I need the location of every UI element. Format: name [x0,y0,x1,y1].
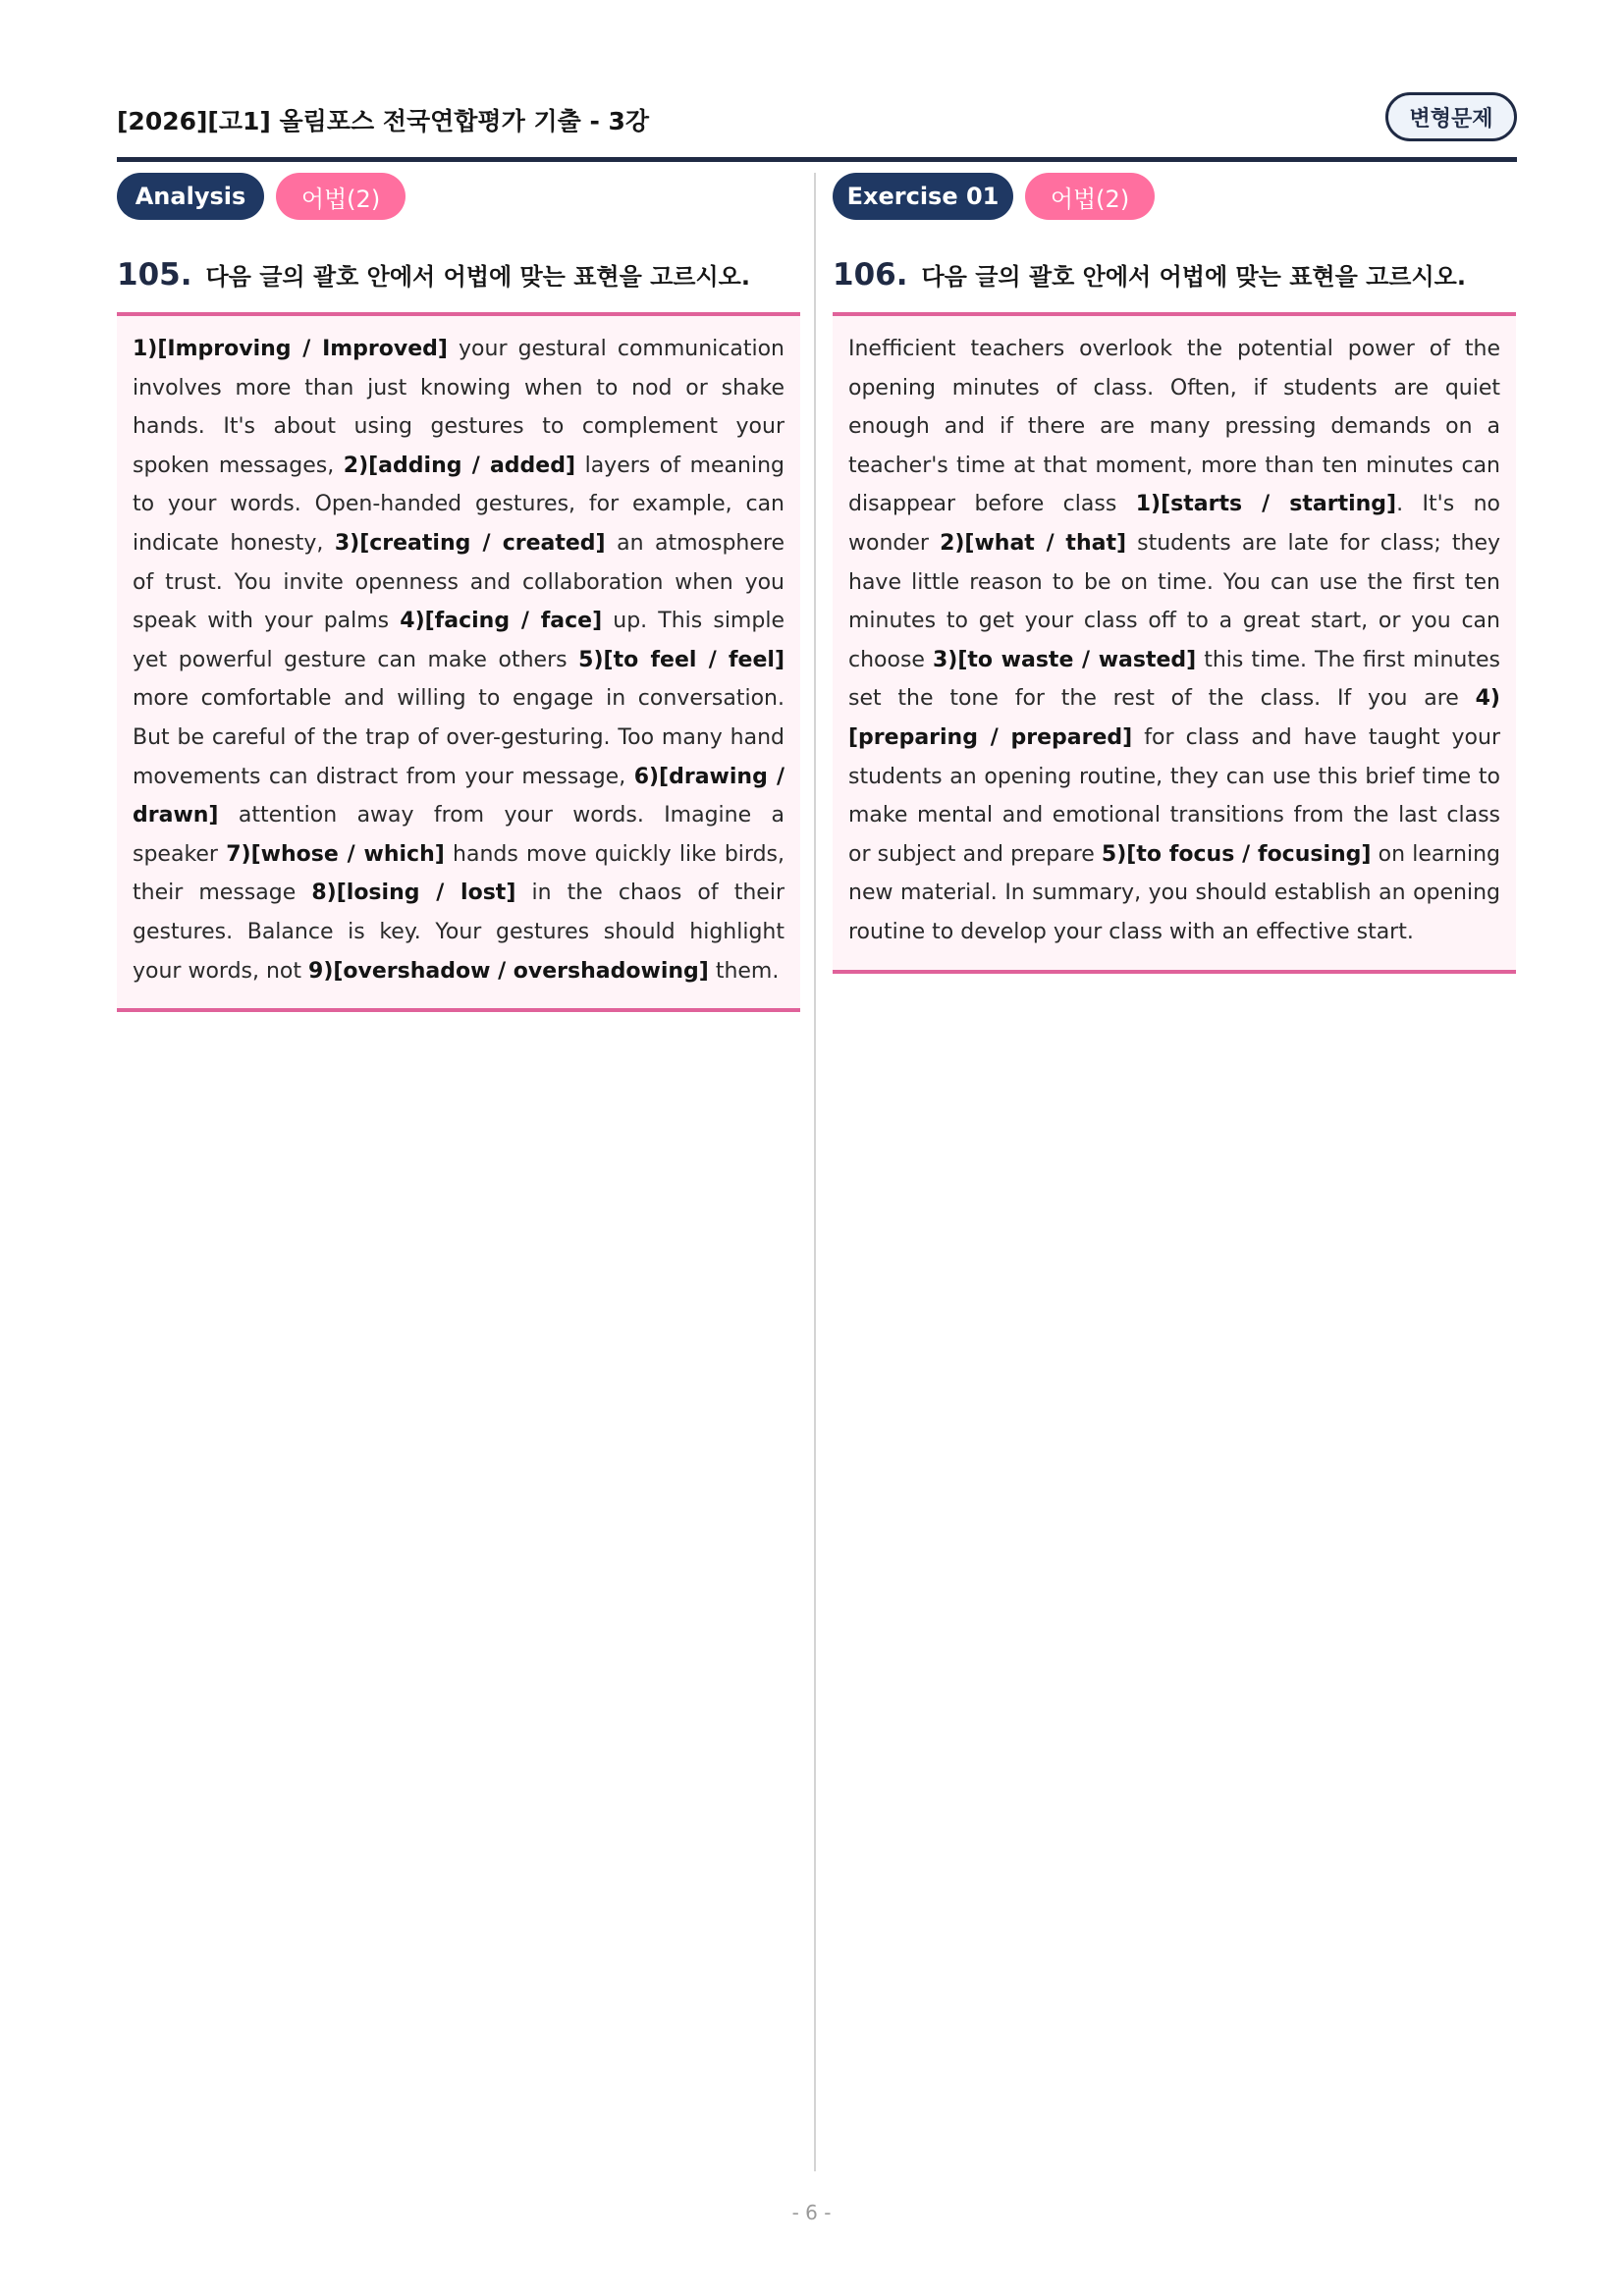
answer-choice: 5)[to focus / focusing] [1101,841,1372,867]
answer-choice: 4)[preparing / prepared] [848,686,1500,750]
exercise-tag: Exercise 01 [833,173,1013,220]
passage-text: attention away from your words. Imagine a speaker [133,803,784,867]
left-tags [117,173,800,222]
grammar-tag: 어법(2) [1025,173,1155,220]
passage-box [833,312,1516,974]
passage-text: in the chaos of their gestures. Balance is key. Your gestures should highlight your words, not [133,881,784,984]
answer-choice: 7)[whose / which] [226,841,445,867]
passage-text: your gestural communication involves more than just knowing when to nod or shake hands. It's about using gestures to complement your spoken messages, [133,337,784,478]
answer-choice: 3)[creating / created] [334,530,606,556]
answer-choice: 9)[overshadow / overshadowing] [308,958,709,984]
answer-choice: 2)[what / that] [940,530,1127,556]
passage-text: on learning new material. In summary, you should establish an opening routine to develop your class with an effective start. [848,841,1500,944]
column-divider [814,173,816,2171]
question-heading [833,257,1516,296]
answer-choice: 5)[to feel / feel] [578,647,784,672]
passage-text: Inefficient teachers overlook the potential power of the opening minutes of class. Often, if students are quiet enough and if there are many pressing demands on a teacher's time at that moment, more than ten minutes can disappear before class [848,337,1500,517]
passage-text: more comfortable and willing to engage in conversation. But be careful of the trap of over-gesturing. Too many hand movements can distract from your message, [133,686,784,789]
question-instruction: 다음 글의 괄호 안에서 어법에 맞는 표현을 고르시오. [921,263,1466,291]
passage-text: for class and have taught your students an opening routine, they can use this brief time to make mental and emotional transitions from the last class or subject and prepare [848,724,1500,867]
answer-choice: 3)[to waste / wasted] [932,647,1197,672]
passage-text: this time. The first minutes set the tone for the rest of the class. If you are [848,647,1500,712]
answer-choice: 2)[adding / added] [343,453,576,478]
answer-choice: 6)[drawing / drawn] [133,764,784,828]
answer-choice: 1)[Improving / Improved] [133,337,448,361]
passage-text: them. [708,958,780,984]
page-header [117,90,1517,162]
page-number: - 6 - [791,2201,832,2224]
passage-text: up. This simple yet powerful gesture can make others [133,609,784,672]
answer-choice: 8)[losing / lost] [311,881,516,906]
question-number: 105. [117,257,192,293]
passage-text: hands move quickly like birds, their message [133,841,784,906]
passage-text: . It's no wonder [848,492,1500,556]
question-number: 106. [833,257,908,293]
left-column [117,173,800,1012]
answer-choice: 4)[facing / face] [400,609,603,634]
grammar-tag: 어법(2) [276,173,406,220]
passage-text: layers of meaning to your words. Open-handed gestures, for example, can indicate honesty, [133,453,784,556]
variant-badge: 변형문제 [1385,92,1517,141]
question-heading [117,257,800,296]
passage-text: students are late for class; they have little reason to be on time. You can use the first ten minutes to get your class off to a great start, or you can choose [848,530,1501,672]
passage-box [117,312,800,1012]
right-column [833,173,1516,974]
answer-choice: 1)[starts / starting] [1135,492,1397,517]
right-tags [833,173,1516,222]
question-instruction: 다음 글의 괄호 안에서 어법에 맞는 표현을 고르시오. [205,263,750,291]
passage-text: an atmosphere of trust. You invite openness and collaboration when you speak with your palms [133,530,784,634]
document-title: [2026][고1] 올림포스 전국연합평가 기출 - 3강 [117,107,650,135]
analysis-tag: Analysis [117,173,264,220]
